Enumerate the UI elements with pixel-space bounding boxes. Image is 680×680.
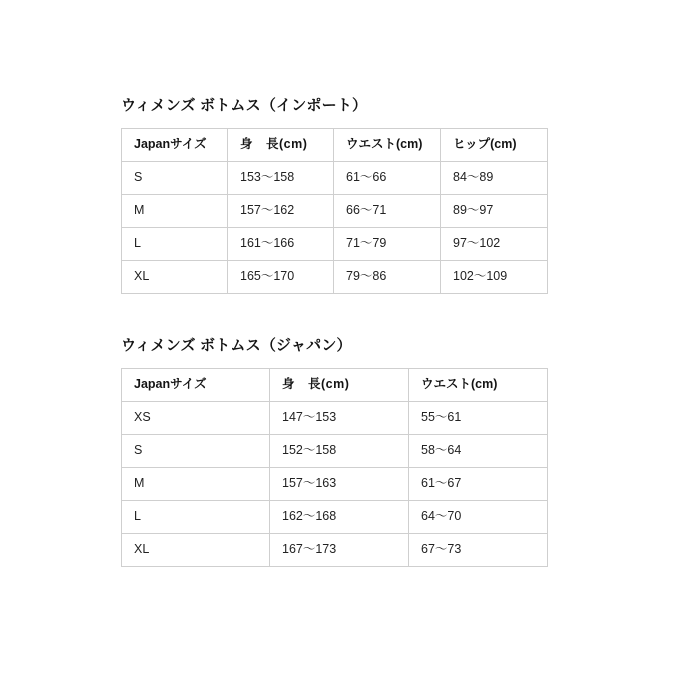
table-row xyxy=(122,161,548,194)
cell-height: 157〜163 xyxy=(270,467,409,500)
cell-waist: 61〜67 xyxy=(409,467,548,500)
cell-waist: 61〜66 xyxy=(334,161,441,194)
column-header-size: Japanサイズ xyxy=(122,128,228,161)
cell-height: 167〜173 xyxy=(270,533,409,566)
table-row xyxy=(122,533,548,566)
table-row xyxy=(122,500,548,533)
column-header-height: 身 長(cm) xyxy=(270,368,409,401)
cell-hip: 84〜89 xyxy=(441,161,548,194)
cell-size: L xyxy=(122,227,228,260)
table-row xyxy=(122,401,548,434)
cell-hip: 89〜97 xyxy=(441,194,548,227)
cell-size: XL xyxy=(122,260,228,293)
table-row xyxy=(122,467,548,500)
cell-size: M xyxy=(122,194,228,227)
column-header-size: Japanサイズ xyxy=(122,368,270,401)
cell-size: M xyxy=(122,467,270,500)
section-womens-bottoms-import xyxy=(121,96,547,294)
cell-waist: 66〜71 xyxy=(334,194,441,227)
column-header-hip: ヒップ(cm) xyxy=(441,128,548,161)
column-header-waist: ウエスト(cm) xyxy=(409,368,548,401)
cell-waist: 67〜73 xyxy=(409,533,548,566)
cell-size: S xyxy=(122,161,228,194)
cell-height: 161〜166 xyxy=(228,227,334,260)
section-title-import: ウィメンズ ボトムス（インポート） xyxy=(121,97,368,114)
cell-height: 157〜162 xyxy=(228,194,334,227)
cell-height: 165〜170 xyxy=(228,260,334,293)
table-header-row xyxy=(122,368,548,401)
table-row xyxy=(122,227,548,260)
column-header-height: 身 長(cm) xyxy=(228,128,334,161)
cell-waist: 64〜70 xyxy=(409,500,548,533)
cell-waist: 58〜64 xyxy=(409,434,548,467)
cell-size: L xyxy=(122,500,270,533)
cell-height: 147〜153 xyxy=(270,401,409,434)
size-table-import xyxy=(121,128,548,294)
cell-waist: 55〜61 xyxy=(409,401,548,434)
cell-size: S xyxy=(122,434,270,467)
cell-hip: 102〜109 xyxy=(441,260,548,293)
cell-size: XL xyxy=(122,533,270,566)
size-table-japan xyxy=(121,368,548,567)
section-womens-bottoms-japan xyxy=(121,336,547,567)
table-row xyxy=(122,434,548,467)
table-header-row xyxy=(122,128,548,161)
table-row xyxy=(122,194,548,227)
cell-waist: 71〜79 xyxy=(334,227,441,260)
cell-size: XS xyxy=(122,401,270,434)
cell-waist: 79〜86 xyxy=(334,260,441,293)
section-title-japan: ウィメンズ ボトムス（ジャパン） xyxy=(121,337,352,354)
column-header-waist: ウエスト(cm) xyxy=(334,128,441,161)
cell-height: 152〜158 xyxy=(270,434,409,467)
cell-hip: 97〜102 xyxy=(441,227,548,260)
table-row xyxy=(122,260,548,293)
cell-height: 153〜158 xyxy=(228,161,334,194)
cell-height: 162〜168 xyxy=(270,500,409,533)
